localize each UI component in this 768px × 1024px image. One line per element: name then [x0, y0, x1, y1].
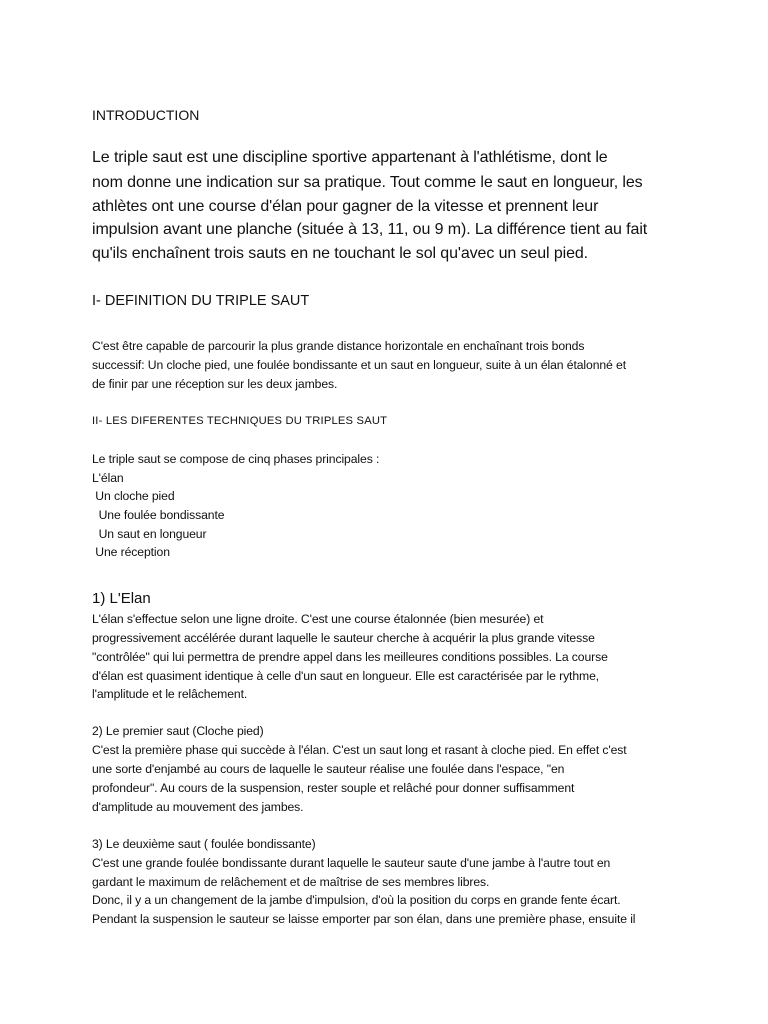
- section-heading-definition: I- DEFINITION DU TRIPLE SAUT: [92, 293, 310, 309]
- paragraph-line: de finir par une réception sur les deux jambes.: [92, 377, 338, 391]
- techniques-intro: Le triple saut se compose de cinq phases principales :: [92, 452, 380, 466]
- list-item: Une foulée bondissante: [92, 508, 225, 522]
- paragraph-line: une sorte d'enjambé au cours de laquelle le sauteur réalise une foulée dans l'espace, "en: [92, 762, 565, 776]
- list-item: Une réception: [92, 545, 170, 559]
- paragraph-line: C'est être capable de parcourir la plus grande distance horizontale en enchaînant trois bonds: [92, 339, 585, 353]
- paragraph-line: progressivement accélérée durant laquelle le sauteur cherche à acquérir la plus grande vitesse: [92, 631, 595, 645]
- paragraph-line: successif: Un cloche pied, une foulée bondissante et un saut en longueur, suite à un élan étalonné et: [92, 358, 626, 372]
- paragraph-line: L'élan s'effectue selon une ligne droite. C'est une course étalonnée (bien mesurée) et: [92, 612, 544, 626]
- paragraph-line: athlètes ont une course d'élan pour gagner de la vitesse et prennent leur: [92, 198, 599, 215]
- section-heading-techniques: II- LES DIFERENTES TECHNIQUES DU TRIPLES SAUT: [92, 415, 388, 427]
- document-page: [92, 0, 692, 1024]
- paragraph-line: "contrôlée" qui lui permettra de prendre appel dans les meilleures conditions possibles. La course: [92, 650, 608, 664]
- paragraph-line: C'est une grande foulée bondissante durant laquelle le sauteur saute d'une jambe à l'autre tout en: [92, 856, 611, 870]
- list-item: L'élan: [92, 471, 124, 485]
- list-item: Un cloche pied: [92, 489, 175, 503]
- paragraph-line: l'amplitude et le relâchement.: [92, 687, 248, 701]
- paragraph-line: nom donne une indication sur sa pratique. Tout comme le saut en longueur, les: [92, 174, 643, 191]
- paragraph-line: impulsion avant une planche (située à 13, 11, ou 9 m). La différence tient au fait: [92, 221, 648, 238]
- paragraph-line: Le triple saut est une discipline sportive appartenant à l'athlétisme, dont le: [92, 149, 608, 166]
- paragraph-line: d'amplitude au mouvement des jambes.: [92, 800, 304, 814]
- paragraph-line: profondeur". Au cours de la suspension, rester souple et relâché pour donner suffisamment: [92, 781, 575, 795]
- paragraph-line: gardant le maximum de relâchement et de maîtrise de ses membres libres.: [92, 875, 490, 889]
- section-heading-introduction: INTRODUCTION: [92, 107, 200, 123]
- list-item: Un saut en longueur: [92, 527, 207, 541]
- paragraph-line: Pendant la suspension le sauteur se laisse emporter par son élan, dans une première phase, ensuite il: [92, 912, 636, 926]
- section-heading-premier-saut: 2) Le premier saut (Cloche pied): [92, 724, 264, 738]
- paragraph-line: qu'ils enchaînent trois sauts en ne touchant le sol qu'avec un seul pied.: [92, 245, 589, 262]
- paragraph-line: Donc, il y a un changement de la jambe d'impulsion, d'où la position du corps en grande fente écart.: [92, 893, 621, 907]
- paragraph-line: C'est la première phase qui succède à l'élan. C'est un saut long et rasant à cloche pied. En effet c'est: [92, 743, 627, 757]
- paragraph-line: d'élan est quasiment identique à celle d'un saut en longueur. Elle est caractérisée par le rythme,: [92, 669, 600, 683]
- section-heading-deuxieme-saut: 3) Le deuxième saut ( foulée bondissante): [92, 837, 316, 851]
- section-heading-elan: 1) L'Elan: [92, 590, 151, 607]
